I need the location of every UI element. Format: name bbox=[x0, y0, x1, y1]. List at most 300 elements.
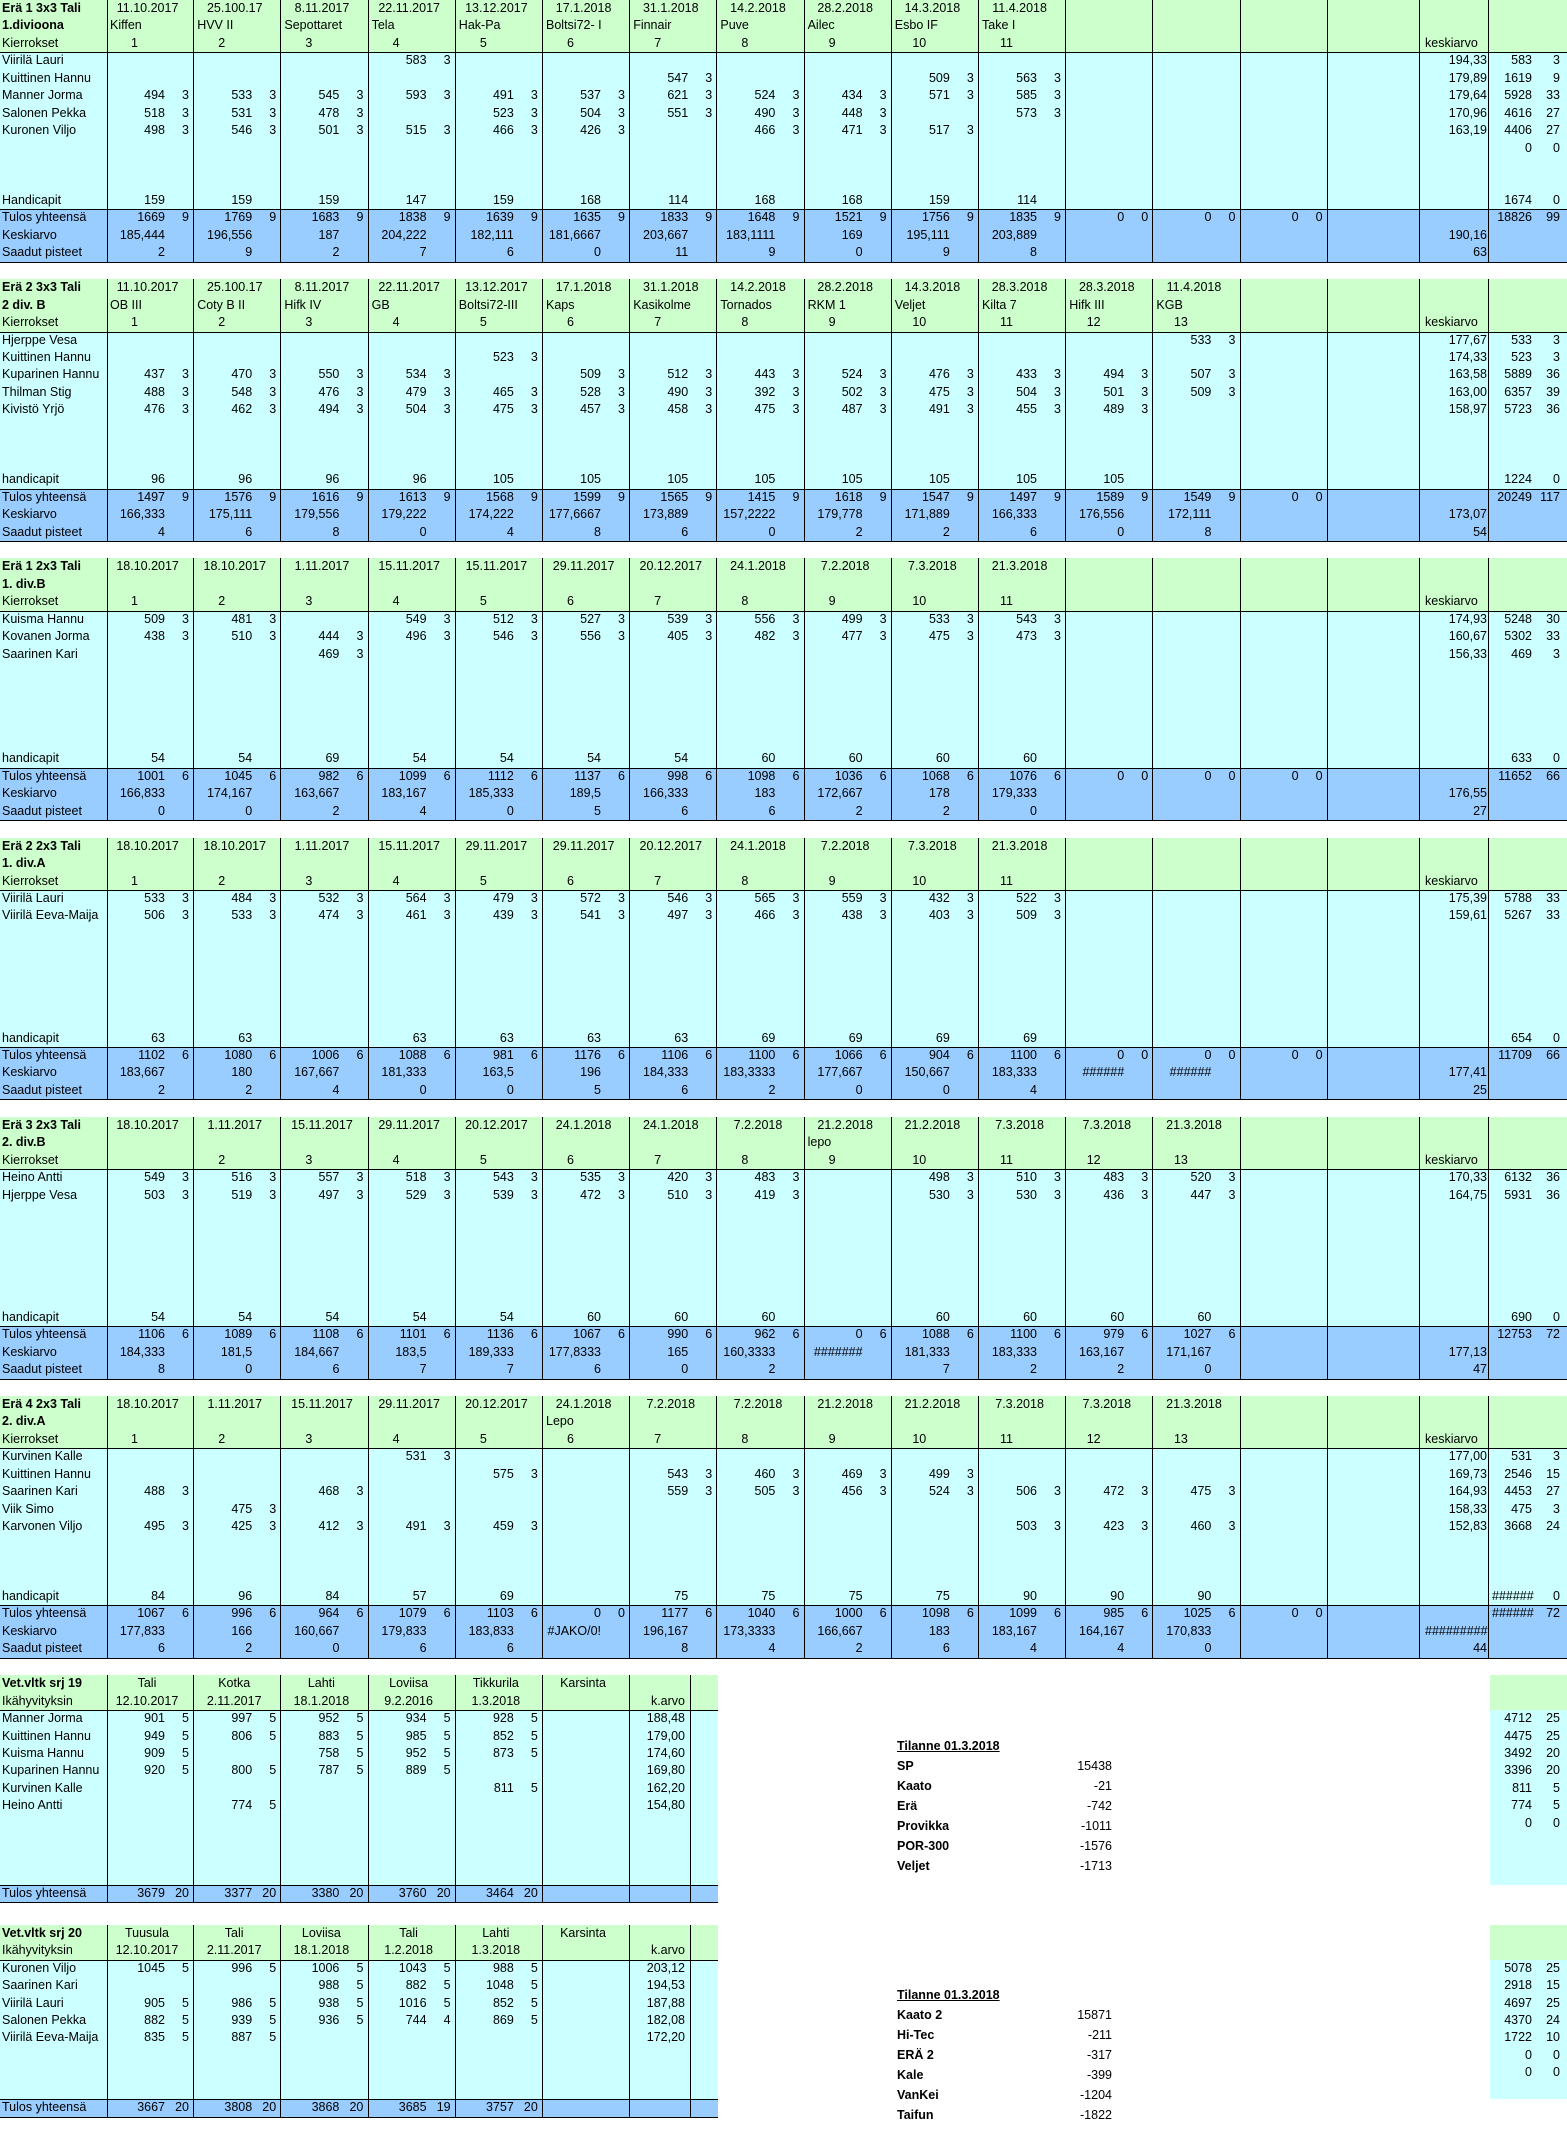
games-cell: 3 bbox=[530, 1519, 538, 1534]
match-points: 8 bbox=[332, 524, 340, 539]
total-label: Tulos yhteensä bbox=[2, 1048, 87, 1062]
total-games: 0 bbox=[1228, 768, 1236, 783]
score-cell: 501 bbox=[318, 123, 340, 138]
match-points: 0 bbox=[419, 524, 427, 539]
vet-games: 4 bbox=[443, 2012, 451, 2027]
player-name: Kurvinen Kalle bbox=[2, 1449, 83, 1464]
total-score: 1669 bbox=[137, 210, 165, 225]
handicap-value: 69 bbox=[1023, 1030, 1037, 1045]
vet-score: 787 bbox=[318, 1763, 340, 1778]
player-average: 164,75 bbox=[1448, 1187, 1487, 1202]
vet-place: Kotka bbox=[218, 1676, 251, 1691]
handicap-value: 54 bbox=[151, 751, 165, 766]
vet-total: 4475 bbox=[1504, 1728, 1532, 1743]
games-cell: 3 bbox=[530, 350, 538, 364]
match-date: 7.3.2018 bbox=[1082, 1117, 1132, 1132]
total-score: 1547 bbox=[921, 489, 950, 504]
grid-line bbox=[193, 1396, 194, 1658]
games-cell: 3 bbox=[356, 123, 364, 138]
vet-place: Tali bbox=[137, 1676, 157, 1691]
grid-line bbox=[1152, 838, 1153, 1100]
score-cell: 547 bbox=[667, 70, 689, 85]
grid-line bbox=[1419, 838, 1420, 1100]
handicap-value: 69 bbox=[935, 1030, 950, 1045]
handicap-value: 69 bbox=[325, 751, 340, 766]
games-cell: 3 bbox=[530, 611, 538, 626]
match-average: 169 bbox=[841, 227, 863, 242]
games-cell: 3 bbox=[879, 611, 887, 626]
player-average: 158,97 bbox=[1448, 402, 1487, 417]
score-cell: 473 bbox=[1016, 629, 1037, 644]
opponent-name: Boltsi72- I bbox=[546, 18, 602, 33]
round-number: 5 bbox=[479, 315, 487, 330]
player-total: 475 bbox=[1511, 1501, 1532, 1516]
vet-games: 5 bbox=[269, 1960, 277, 1975]
grid-line bbox=[891, 279, 892, 541]
games-cell: 3 bbox=[269, 1187, 277, 1202]
player-average: 170,33 bbox=[1448, 1170, 1487, 1185]
games-cell: 3 bbox=[443, 629, 451, 644]
match-points: 5 bbox=[594, 1082, 601, 1097]
score-cell: 478 bbox=[318, 105, 340, 120]
handicap-total: 633 bbox=[1511, 751, 1532, 766]
games-cell: 3 bbox=[269, 1170, 277, 1185]
round-number: 3 bbox=[305, 35, 313, 50]
handicap-value: 54 bbox=[238, 751, 253, 766]
vet-score: 873 bbox=[492, 1746, 514, 1760]
match-date: 15.11.2017 bbox=[291, 1117, 353, 1132]
games-cell: 3 bbox=[966, 367, 974, 382]
grid-line bbox=[455, 1117, 456, 1379]
player-total: 523 bbox=[1511, 350, 1532, 364]
handicap-value: 57 bbox=[412, 1588, 427, 1603]
grid-line bbox=[1327, 1117, 1328, 1379]
vet-games: 5 bbox=[269, 1798, 277, 1813]
score-cell: 490 bbox=[667, 384, 689, 399]
match-date: 1.11.2017 bbox=[294, 838, 350, 853]
average-label: Keskiarvo bbox=[2, 786, 57, 801]
match-date: 21.2.2018 bbox=[817, 1397, 873, 1411]
player-average: 174,33 bbox=[1448, 350, 1487, 364]
score-cell: 458 bbox=[667, 402, 689, 417]
vet-total-row bbox=[0, 2099, 1567, 2116]
match-points: 0 bbox=[506, 1082, 514, 1097]
vet-games: 5 bbox=[182, 1711, 189, 1726]
handicap-value: 75 bbox=[935, 1588, 950, 1603]
player-total: 469 bbox=[1511, 646, 1532, 661]
standings-row bbox=[897, 2025, 1112, 2045]
total-score: 1177 bbox=[661, 1606, 689, 1621]
match-average: 166,333 bbox=[119, 507, 165, 522]
total-row bbox=[0, 1047, 1567, 1064]
vet-player-row bbox=[0, 2012, 1567, 2029]
player-games: 27 bbox=[1546, 123, 1560, 138]
division-row bbox=[0, 1413, 1567, 1430]
total-points: 54 bbox=[1473, 524, 1487, 539]
score-cell: 501 bbox=[1103, 384, 1125, 399]
player-games: 3 bbox=[1553, 1501, 1560, 1516]
games-cell: 3 bbox=[618, 908, 625, 923]
grid-line bbox=[629, 1925, 630, 2117]
round-number: 10 bbox=[912, 315, 927, 330]
grid-line bbox=[368, 1396, 369, 1658]
score-cell: 533 bbox=[231, 88, 253, 103]
opponent-name: RKM 1 bbox=[807, 297, 846, 312]
handicap-label: handicapit bbox=[2, 751, 59, 766]
total-score: 1136 bbox=[486, 1327, 514, 1342]
handicap-value: 96 bbox=[412, 472, 427, 487]
player-total: 5889 bbox=[1504, 367, 1532, 382]
player-total: 5267 bbox=[1504, 908, 1532, 923]
games-cell: 3 bbox=[966, 1466, 974, 1481]
vet-score: 887 bbox=[231, 2030, 253, 2045]
games-cell: 3 bbox=[1141, 384, 1149, 399]
standings-row bbox=[897, 1836, 1112, 1856]
round-number: 4 bbox=[392, 1431, 400, 1446]
match-date: 28.2.2018 bbox=[817, 1, 873, 15]
round-number: 3 bbox=[305, 594, 313, 609]
score-cell: 516 bbox=[231, 1170, 253, 1185]
handicap-value: 54 bbox=[151, 1309, 165, 1324]
score-cell: 559 bbox=[841, 890, 863, 905]
match-average: 183,667 bbox=[119, 1065, 165, 1080]
total-games: 6 bbox=[879, 1606, 887, 1621]
vet-games: 5 bbox=[356, 1960, 364, 1975]
average-row bbox=[0, 227, 1567, 244]
handicap-value: 60 bbox=[674, 1309, 689, 1324]
match-date: 15.11.2017 bbox=[465, 559, 528, 574]
games-cell: 3 bbox=[966, 1187, 974, 1202]
total-score: 985 bbox=[1103, 1606, 1125, 1621]
opponent-name: Boltsi72-III bbox=[458, 297, 518, 312]
vet-date: 1.2.2018 bbox=[384, 1943, 433, 1958]
grand-total: 11652 bbox=[1498, 768, 1532, 783]
games-cell: 3 bbox=[705, 88, 713, 103]
match-points: 0 bbox=[245, 1362, 253, 1377]
vet-place: Lahti bbox=[482, 1925, 510, 1940]
score-cell: 475 bbox=[754, 402, 776, 417]
score-cell: 510 bbox=[1016, 1170, 1037, 1185]
vet-date: 9.2.2016 bbox=[384, 1693, 433, 1708]
total-games: 6 bbox=[618, 1327, 625, 1342]
games-cell: 3 bbox=[1054, 88, 1061, 103]
games-cell: 3 bbox=[705, 1187, 713, 1202]
games-cell: 3 bbox=[1141, 1170, 1149, 1185]
grid-line bbox=[629, 1117, 630, 1379]
games-cell: 3 bbox=[1141, 1187, 1149, 1202]
score-cell: 455 bbox=[1016, 402, 1037, 417]
vet-score: 1043 bbox=[398, 1960, 427, 1975]
games-cell: 3 bbox=[792, 123, 800, 138]
match-date: 7.3.2018 bbox=[995, 1117, 1044, 1132]
match-points: 0 bbox=[681, 1362, 689, 1377]
total-games: 9 bbox=[1054, 210, 1061, 225]
games-cell: 3 bbox=[1054, 1519, 1061, 1534]
score-cell: 533 bbox=[144, 890, 165, 905]
section-title-row bbox=[0, 279, 1567, 296]
score-cell: 506 bbox=[1016, 1484, 1037, 1499]
rounds-row bbox=[0, 873, 1567, 890]
vet-score: 985 bbox=[405, 1728, 427, 1743]
opponent-name: Hifk IV bbox=[284, 297, 322, 312]
grid-line bbox=[629, 1396, 630, 1658]
total-points: 44 bbox=[1473, 1641, 1487, 1656]
handicap-value: 69 bbox=[499, 1588, 514, 1603]
games-cell: 3 bbox=[182, 105, 189, 120]
round-number: 13 bbox=[1173, 315, 1188, 330]
handicap-value: 54 bbox=[587, 751, 601, 766]
handicap-value: 159 bbox=[144, 192, 165, 207]
score-cell: 476 bbox=[144, 402, 165, 417]
grid-line bbox=[0, 262, 1567, 263]
total-score: 962 bbox=[754, 1327, 776, 1342]
points-label: Saadut pisteet bbox=[2, 524, 82, 539]
average-header: keskiarvo bbox=[1425, 315, 1478, 330]
score-cell: 539 bbox=[667, 611, 689, 626]
games-cell: 3 bbox=[792, 629, 800, 644]
vet-total-score: 3464 bbox=[485, 1885, 514, 1900]
total-games: 9 bbox=[618, 210, 625, 225]
total-score: 1099 bbox=[398, 768, 427, 783]
vet-games: 5 bbox=[356, 1711, 364, 1726]
vet-score: 905 bbox=[144, 1995, 165, 2010]
score-cell: 460 bbox=[754, 1466, 776, 1481]
match-points: 9 bbox=[768, 245, 776, 260]
round-number: 8 bbox=[741, 35, 749, 50]
score-cell: 474 bbox=[318, 908, 340, 923]
section-title-row bbox=[0, 838, 1567, 855]
match-points: 2 bbox=[245, 1082, 253, 1097]
score-cell: 512 bbox=[667, 367, 689, 382]
match-average: 184,333 bbox=[643, 1065, 689, 1080]
player-games: 24 bbox=[1546, 1519, 1560, 1534]
vet-avg-header: k.arvo bbox=[650, 1943, 685, 1958]
match-date: 13.12.2017 bbox=[465, 280, 528, 295]
match-date: 29.11.2017 bbox=[465, 838, 528, 853]
standings-team: Taifun bbox=[897, 2108, 934, 2123]
games-cell: 3 bbox=[879, 367, 887, 382]
match-date: 28.2.2018 bbox=[817, 280, 873, 295]
vet-player-row bbox=[0, 2047, 1567, 2064]
match-points: 8 bbox=[594, 524, 601, 539]
games-cell: 3 bbox=[879, 629, 887, 644]
match-points: 2 bbox=[855, 524, 863, 539]
score-cell: 509 bbox=[1016, 908, 1037, 923]
handicap-row bbox=[0, 750, 1567, 767]
games-cell: 3 bbox=[443, 1519, 451, 1534]
round-number: 8 bbox=[741, 873, 749, 888]
handicap-label: handicapit bbox=[2, 472, 59, 487]
grid-line bbox=[0, 1902, 718, 1903]
score-cell: 546 bbox=[231, 123, 253, 138]
handicap-value: 63 bbox=[674, 1030, 689, 1045]
handicap-value: 63 bbox=[238, 1030, 253, 1045]
vet-avg bbox=[605, 2064, 685, 2081]
games-cell: 3 bbox=[1054, 70, 1061, 85]
division-name: 2. div.A bbox=[2, 1414, 46, 1429]
match-average: 174,222 bbox=[468, 507, 514, 522]
match-date: 14.3.2018 bbox=[904, 1, 961, 15]
vet-score: 928 bbox=[492, 1711, 514, 1726]
handicap-row bbox=[0, 1309, 1567, 1326]
score-cell: 524 bbox=[754, 88, 776, 103]
vet-avg: 162,20 bbox=[646, 1780, 685, 1795]
player-row bbox=[0, 140, 1567, 157]
handicap-value: 63 bbox=[587, 1030, 601, 1045]
standings-team: Kaato 2 bbox=[897, 2008, 943, 2023]
grand-games: 66 bbox=[1546, 1048, 1560, 1062]
vet-total-games-cell: 20 bbox=[523, 1885, 538, 1900]
match-date: 29.11.2017 bbox=[552, 559, 615, 574]
vet-games: 5 bbox=[443, 1746, 451, 1760]
match-average: 160,667 bbox=[294, 1623, 340, 1638]
grid-line bbox=[1488, 558, 1489, 820]
vet-total: 774 bbox=[1511, 1798, 1532, 1813]
total-games: 6 bbox=[530, 768, 538, 783]
match-date: 14.3.2018 bbox=[904, 280, 961, 295]
grid-line bbox=[690, 1925, 691, 2117]
games-cell: 3 bbox=[966, 88, 974, 103]
total-row bbox=[0, 209, 1567, 226]
match-points: 6 bbox=[158, 1641, 165, 1656]
total-games: 9 bbox=[1141, 489, 1149, 504]
total-score: 1497 bbox=[137, 489, 165, 504]
total-games: 6 bbox=[443, 1048, 451, 1062]
vet-total: 1722 bbox=[1504, 2030, 1532, 2045]
points-label: Saadut pisteet bbox=[2, 803, 82, 818]
match-points: 2 bbox=[1117, 1362, 1125, 1377]
vet-total-score: 3685 bbox=[398, 2100, 427, 2115]
games-cell: 3 bbox=[443, 123, 451, 138]
opponent-name: KGB bbox=[1156, 297, 1183, 312]
total-games: 9 bbox=[530, 210, 538, 225]
average-label: Keskiarvo bbox=[2, 227, 57, 242]
handicap-value: 60 bbox=[1023, 751, 1037, 766]
vet-date: 18.1.2018 bbox=[293, 1943, 350, 1958]
opponent-name: Esbo IF bbox=[894, 18, 938, 33]
total-games: 9 bbox=[966, 210, 974, 225]
score-cell: 461 bbox=[405, 908, 427, 923]
match-points: 0 bbox=[942, 1082, 950, 1097]
score-cell: 530 bbox=[928, 1187, 950, 1202]
match-average: 166,667 bbox=[817, 1623, 863, 1638]
match-average: 189,333 bbox=[468, 1344, 514, 1359]
round-number: 10 bbox=[912, 594, 927, 609]
vet-games: 5 bbox=[356, 2012, 364, 2027]
total-games: 6 bbox=[792, 1327, 800, 1342]
grid-line bbox=[804, 1117, 805, 1379]
section-title-row bbox=[0, 0, 1567, 17]
player-games: 33 bbox=[1546, 890, 1560, 905]
vet-total-games: 20 bbox=[1546, 1763, 1560, 1778]
vet-place: Tali bbox=[224, 1925, 244, 1940]
vet-games: 5 bbox=[443, 1995, 451, 2010]
vet-title: Vet.vltk srj 19 bbox=[2, 1676, 82, 1691]
games-cell: 3 bbox=[182, 1484, 189, 1499]
grid-line bbox=[978, 0, 979, 262]
grid-line bbox=[1488, 0, 1489, 262]
vet-player-row bbox=[0, 1745, 1567, 1762]
player-average: 169,73 bbox=[1448, 1466, 1487, 1481]
grid-line bbox=[455, 838, 456, 1100]
games-cell: 3 bbox=[966, 890, 974, 905]
total-games: 6 bbox=[269, 1327, 277, 1342]
games-cell: 3 bbox=[356, 1519, 364, 1534]
team-average: 190,16 bbox=[1448, 227, 1487, 242]
total-score: 1108 bbox=[312, 1327, 340, 1342]
total-score: 1497 bbox=[1009, 489, 1037, 504]
total-games: 0 bbox=[1228, 1048, 1236, 1062]
games-cell: 3 bbox=[1228, 384, 1236, 399]
total-score: 964 bbox=[318, 1606, 340, 1621]
match-average: 163,667 bbox=[294, 786, 340, 801]
score-cell: 466 bbox=[754, 908, 776, 923]
score-cell: 465 bbox=[492, 384, 514, 399]
games-cell: 3 bbox=[705, 1484, 713, 1499]
total-score: 982 bbox=[318, 768, 340, 783]
score-cell: 546 bbox=[492, 629, 514, 644]
score-cell: 563 bbox=[1016, 70, 1037, 85]
handicap-value: 84 bbox=[151, 1588, 165, 1603]
player-games: 3 bbox=[1553, 53, 1560, 68]
grid-line bbox=[1065, 1117, 1066, 1379]
match-average: 172,667 bbox=[817, 786, 863, 801]
player-games: 3 bbox=[1553, 646, 1560, 661]
match-average: 187 bbox=[318, 227, 340, 242]
total-score: 1683 bbox=[311, 210, 340, 225]
vet-total: 4697 bbox=[1504, 1995, 1532, 2010]
score-cell: 392 bbox=[754, 384, 776, 399]
games-cell: 3 bbox=[618, 123, 625, 138]
player-name: Kivistö Yrjö bbox=[2, 402, 65, 417]
player-name: Kuronen Viljo bbox=[2, 123, 77, 138]
score-cell: 551 bbox=[667, 105, 689, 120]
points-label: Saadut pisteet bbox=[2, 1362, 82, 1377]
total-score: 1106 bbox=[661, 1048, 689, 1062]
score-cell: 499 bbox=[841, 611, 863, 626]
score-cell: 479 bbox=[405, 384, 427, 399]
grid-line bbox=[542, 0, 543, 262]
games-cell: 3 bbox=[1054, 384, 1061, 399]
rounds-row bbox=[0, 593, 1567, 610]
round-number: 1 bbox=[131, 315, 138, 330]
points-row bbox=[0, 244, 1567, 261]
vet-total-games-cell: 20 bbox=[175, 2100, 189, 2115]
vet-total: 0 bbox=[1525, 1815, 1532, 1830]
games-cell: 3 bbox=[530, 402, 538, 417]
grid-line bbox=[107, 1396, 108, 1658]
standings-row bbox=[897, 1796, 1112, 1816]
grid-line bbox=[716, 1117, 717, 1379]
opponent-name: Sepottaret bbox=[284, 18, 343, 33]
vet-total-label: Tulos yhteensä bbox=[2, 2100, 87, 2115]
games-cell: 3 bbox=[182, 629, 189, 644]
match-points: 2 bbox=[332, 245, 340, 260]
score-cell: 573 bbox=[1016, 105, 1037, 120]
section-title: Erä 2 2x3 Tali bbox=[2, 838, 81, 853]
match-points: 6 bbox=[506, 1641, 514, 1656]
section-title: Erä 3 2x3 Tali bbox=[2, 1117, 81, 1132]
handicap-value: 63 bbox=[412, 1030, 427, 1045]
vet-player-name: Kuparinen Hannu bbox=[2, 1763, 100, 1778]
round-number: 10 bbox=[912, 873, 927, 888]
match-date: 7.3.2018 bbox=[908, 559, 957, 574]
score-cell: 575 bbox=[492, 1466, 514, 1481]
match-points: 0 bbox=[245, 803, 253, 818]
vet-games: 5 bbox=[443, 1978, 451, 1993]
score-cell: 487 bbox=[841, 402, 863, 417]
score-cell: 524 bbox=[841, 367, 863, 382]
